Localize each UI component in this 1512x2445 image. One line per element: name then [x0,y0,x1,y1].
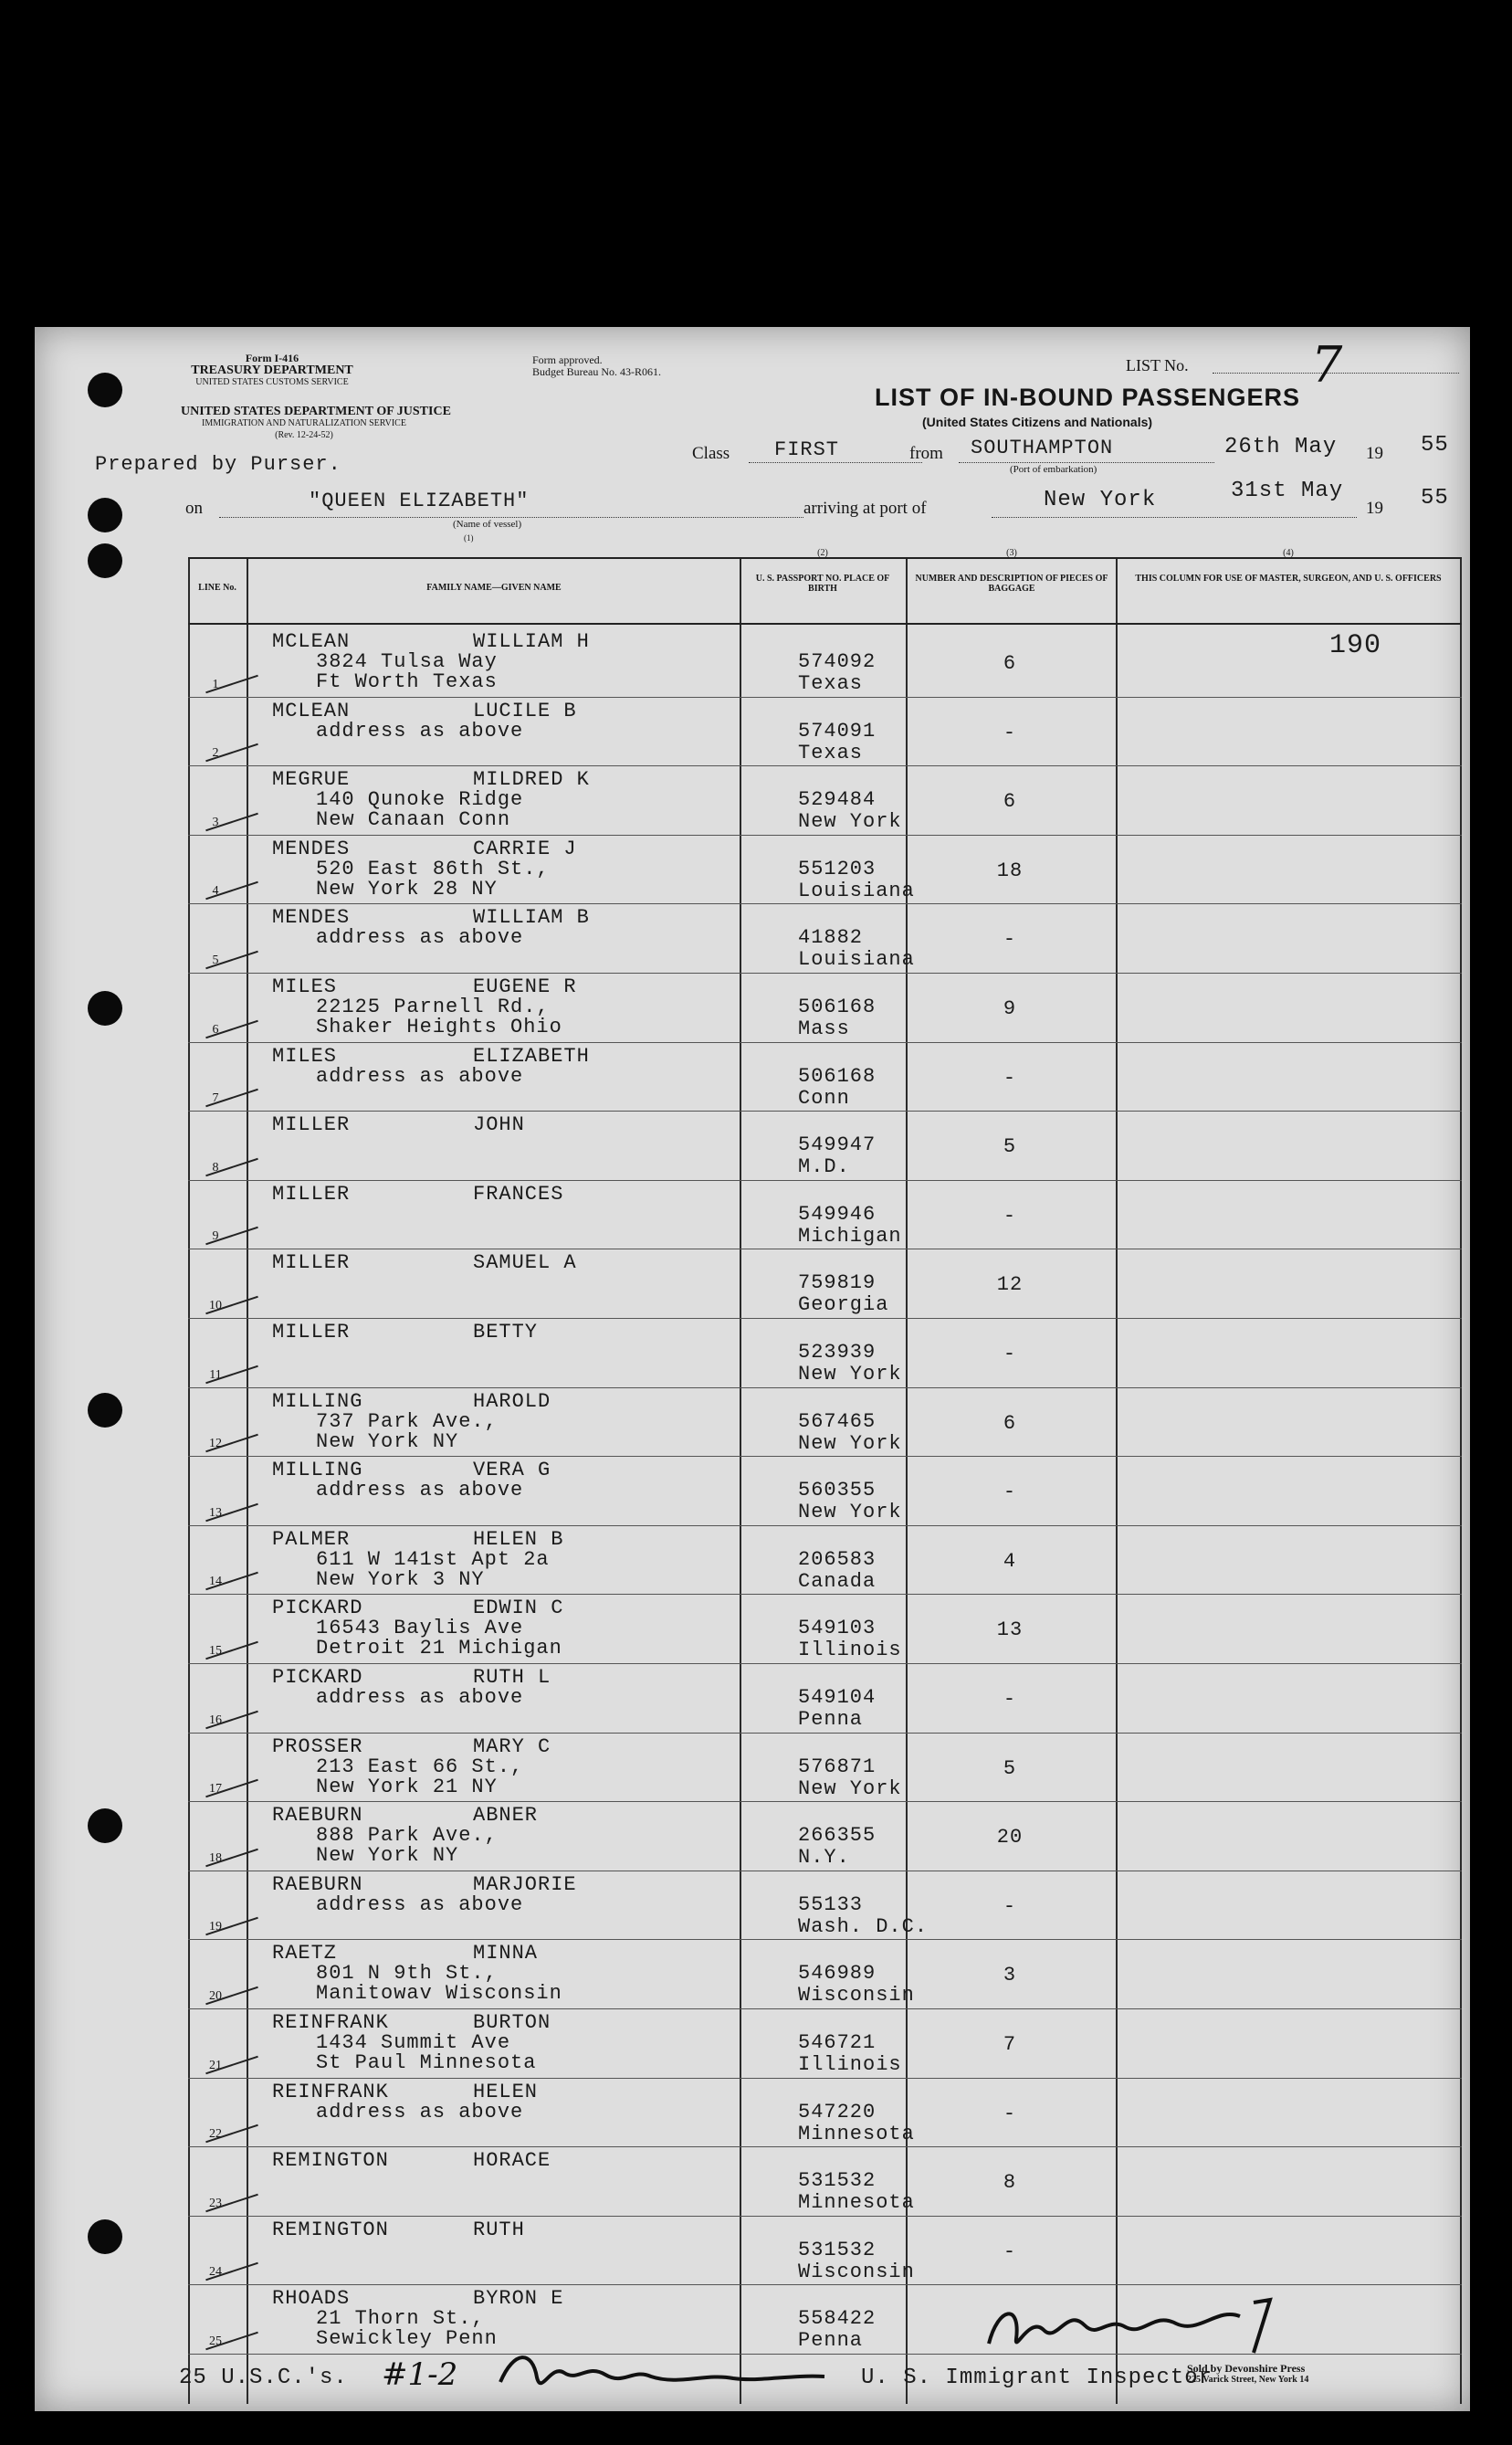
passport-number: 531532 [798,2238,877,2261]
officer-note: 190 [1329,630,1382,661]
place-of-birth: New York [798,810,902,834]
address-line-2: New York 28 NY [316,877,498,901]
customs-service: UNITED STATES CUSTOMS SERVICE [195,377,349,387]
given-name: BETTY [473,1321,539,1344]
year2-prefix: 19 [1366,499,1383,518]
place-of-birth: Minnesota [798,2122,915,2145]
address-line-1: 22125 Parnell Rd., [316,996,550,1018]
baggage-count: - [1003,1066,1017,1090]
family-name: MILLER [272,1113,351,1137]
usc-handwritten: #1-2 [382,2356,458,2393]
place-of-birth: Canada [798,1569,877,1593]
family-name: MENDES [272,837,351,860]
passenger-row [188,1249,1462,1319]
given-name: FRANCES [473,1182,564,1206]
family-name: MILES [272,975,338,998]
given-name: LUCILE B [473,699,577,722]
vessel-caption: (Name of vessel) [453,519,522,530]
address-line-1: 140 Qunoke Ridge [316,788,524,812]
family-name: REINFRANK [272,2011,389,2034]
given-name: MILDRED K [473,768,590,792]
place-of-birth: Penna [798,2329,864,2353]
baggage-count: - [1003,1481,1017,1504]
vessel-on-label: on [185,499,203,518]
passport-number: 506168 [798,1064,877,1088]
given-name: HELEN B [473,1527,564,1551]
line-number: 4 [212,884,219,899]
given-name: EUGENE R [473,975,577,998]
given-name: MARJORIE [473,1872,577,1896]
family-name: REMINGTON [272,2149,389,2173]
address-line-1: 888 Park Ave., [316,1824,498,1848]
given-name: HAROLD [473,1389,551,1413]
from-line [959,462,1214,463]
passenger-row [188,836,1462,905]
place-of-birth: Minnesota [798,2191,915,2215]
baggage-count: - [1003,1343,1017,1365]
baggage-count: 12 [996,1273,1024,1297]
address-line-1: 213 East 66 St., [316,1755,524,1778]
passenger-row [188,1664,1462,1734]
baggage-count: 18 [996,859,1024,882]
passport-number: 549947 [798,1133,877,1157]
family-name: MENDES [272,906,351,930]
binder-hole [88,991,122,1026]
passenger-row [188,698,1462,767]
passport-number: 574092 [798,650,877,673]
family-name: MILES [272,1044,338,1068]
address-line-1: address as above [316,2100,524,2124]
baggage-count: 8 [1003,2171,1017,2195]
place-of-birth: Illinois [798,2053,902,2076]
class-line [749,462,922,463]
family-name: PICKARD [272,1666,363,1689]
baggage-count: 9 [1003,997,1017,1020]
departure-date: 26th May [1224,435,1338,459]
passport-number: 558422 [798,2307,877,2331]
baggage-count: - [1003,2239,1017,2263]
given-name: BURTON [473,2011,551,2034]
family-name: REINFRANK [272,2080,389,2103]
family-name: RAEBURN [272,1872,363,1896]
approval-block [532,354,661,378]
line-number: 25 [209,2334,222,2348]
passenger-row [188,1595,1462,1664]
list-title: LIST OF IN-BOUND PASSENGERS [875,384,1301,411]
col-passport-header: U. S. PASSPORT NO. PLACE OF BIRTH [755,574,890,594]
vessel-name: "QUEEN ELIZABETH" [309,490,530,512]
passenger-list-sheet [35,327,1470,2411]
address-line-2: New Canaan Conn [316,808,511,832]
passport-number: 206583 [798,1547,877,1571]
line-number: 12 [209,1437,222,1451]
address-line-1: 611 W 141st Apt 2a [316,1547,550,1571]
line-number: 17 [209,1782,222,1797]
form-approved: Form approved. [532,353,603,366]
col-name-header: FAMILY NAME—GIVEN NAME [426,583,562,593]
given-name: MARY C [473,1734,551,1758]
baggage-count: 5 [1003,1756,1017,1780]
passport-number: 576871 [798,1755,877,1778]
family-name: RHOADS [272,2287,351,2311]
line-number: 20 [209,1988,222,2003]
place-of-birth: New York [798,1363,902,1386]
prepared-by: Prepared by Purser. [95,453,341,476]
family-name: MILLER [272,1182,351,1206]
line-number: 3 [212,815,219,829]
line-number: 23 [209,2196,222,2210]
from-label: from [909,444,943,463]
passport-number: 41882 [798,926,864,950]
line-number: 2 [212,746,219,761]
passport-number: 529484 [798,788,877,812]
address-line-1: 21 Thorn St., [316,2307,485,2331]
line-number: 7 [212,1091,219,1106]
passenger-table [188,548,1462,2404]
passport-number: 55133 [798,1892,864,1916]
col-baggage-header: NUMBER AND DESCRIPTION OF PIECES OF BAGGAGE [915,574,1108,594]
family-name: MILLER [272,1251,351,1275]
binder-hole [88,2219,122,2254]
binder-hole [88,498,122,532]
family-name: MILLING [272,1459,363,1482]
line-number: 22 [209,2127,222,2142]
baggage-count: 7 [1003,2033,1017,2056]
address-line-1: 16543 Baylis Ave [316,1617,524,1640]
address-line-2: St Paul Minnesota [316,2051,537,2074]
passport-number: 546721 [798,2031,877,2054]
passenger-row [188,1940,1462,2009]
address-line-1: address as above [316,719,524,743]
port-line [992,517,1357,518]
address-line-1: address as above [316,1892,524,1916]
baggage-count: 13 [996,1618,1024,1642]
place-of-birth: New York [798,1501,902,1524]
arriving-label: arriving at port of [803,499,927,518]
revision: (Rev. 12-24-52) [275,430,333,440]
address-line-1: 801 N 9th St., [316,1962,498,1986]
baggage-count: - [1003,928,1017,952]
address-line-2: New York 3 NY [316,1567,485,1591]
inspector-signature [980,2289,1281,2362]
place-of-birth: Louisiana [798,948,915,972]
baggage-count: 6 [1003,652,1017,675]
from-value: SOUTHAMPTON [971,437,1114,459]
address-line-2: New York NY [316,1844,459,1868]
binder-hole [88,373,122,407]
passenger-row [188,766,1462,836]
family-name: PALMER [272,1527,351,1551]
passenger-row [188,2009,1462,2079]
address-line-1: address as above [316,1064,524,1088]
address-line-1: address as above [316,1686,524,1709]
passenger-row [188,1457,1462,1526]
given-name: CARRIE J [473,837,577,860]
given-name: ABNER [473,1804,539,1828]
passport-number: 574091 [798,719,877,743]
treasury-department: TREASURY DEPARTMENT [191,364,353,377]
handwritten-signature-left [496,2345,843,2400]
passport-number: 531532 [798,2169,877,2193]
binder-hole [88,1808,122,1843]
year-prefix: 19 [1366,444,1383,463]
line-number: 16 [209,1713,222,1727]
line-number: 1 [212,677,219,691]
line-number: 9 [212,1229,219,1244]
passport-number: 549104 [798,1686,877,1709]
address-line-1: 520 East 86th St., [316,857,550,880]
address-line-2: Detroit 21 Michigan [316,1637,562,1660]
arrival-date: 31st May [1231,479,1344,503]
col3-number: (3) [1006,548,1017,558]
passport-number: 506168 [798,996,877,1018]
header-divider [188,623,1462,625]
year-value: 55 [1421,433,1449,458]
place-of-birth: M.D. [798,1155,850,1179]
line-number: 15 [209,1643,222,1658]
ins-service: IMMIGRATION AND NATURALIZATION SERVICE [202,418,406,428]
passport-number: 567465 [798,1409,877,1433]
passenger-row [188,2079,1462,2148]
address-line-1: 1434 Summit Ave [316,2031,511,2054]
line-number: 6 [212,1022,219,1037]
passenger-row [188,1043,1462,1112]
usc-reference: 25 U.S.C.'s. [179,2366,348,2390]
line-number: 21 [209,2058,222,2072]
passport-number: 549103 [798,1617,877,1640]
family-name: PROSSER [272,1734,363,1758]
given-name: MINNA [473,1942,539,1965]
baggage-count: - [1003,1204,1017,1228]
line-number: 8 [212,1160,219,1175]
list-subtitle: (United States Citizens and Nationals) [922,415,1153,429]
baggage-count: 4 [1003,1549,1017,1573]
address-line-1: 737 Park Ave., [316,1409,498,1433]
place-of-birth: Conn [798,1086,850,1110]
class-label: Class [692,444,730,463]
printer-address: 225 Varick Street, New York 14 [1187,2375,1309,2385]
address-line-2: Ft Worth Texas [316,670,498,693]
passport-number: 547220 [798,2100,877,2124]
from-caption: (Port of embarkation) [1010,464,1097,475]
line-number: 11 [209,1367,222,1382]
vessel-column-number: (1) [464,533,474,543]
baggage-count: 20 [996,1826,1024,1850]
place-of-birth: Penna [798,1708,864,1731]
place-of-birth: Wisconsin [798,2260,915,2283]
given-name: WILLIAM H [473,630,590,653]
given-name: WILLIAM B [473,906,590,930]
address-line-2: Manitowav Wisconsin [316,1982,562,2006]
class-value: FIRST [774,438,840,461]
baggage-count: 6 [1003,790,1017,814]
place-of-birth: Illinois [798,1639,902,1662]
form-number: Form I-416 [245,352,299,364]
line-number: 13 [209,1505,222,1520]
col-line-header: LINE No. [198,583,236,593]
given-name: EDWIN C [473,1597,564,1620]
arrival-port: New York [1044,488,1157,512]
address-line-2: Shaker Heights Ohio [316,1016,562,1038]
address-line-1: address as above [316,926,524,950]
address-line-2: New York 21 NY [316,1775,498,1798]
baggage-count: - [1003,721,1017,744]
passenger-row [188,1871,1462,1941]
passenger-row [188,1181,1462,1250]
family-name: MCLEAN [272,699,351,722]
line-number: 19 [209,1920,222,1934]
address-line-1: 3824 Tulsa Way [316,650,498,673]
given-name: HORACE [473,2149,551,2173]
printer-name: Sold by Devonshire Press [1187,2362,1306,2375]
passenger-row [188,1112,1462,1181]
passenger-row [188,974,1462,1043]
place-of-birth: New York [798,1431,902,1455]
given-name: VERA G [473,1459,551,1482]
passport-number: 551203 [798,857,877,880]
place-of-birth: Michigan [798,1224,902,1248]
baggage-count: 3 [1003,1964,1017,1987]
line-number: 5 [212,953,219,967]
col2-number: (2) [817,548,828,558]
family-name: MEGRUE [272,768,351,792]
family-name: REMINGTON [272,2218,389,2241]
place-of-birth: Louisiana [798,879,915,902]
binder-hole [88,1393,122,1428]
place-of-birth: Georgia [798,1293,889,1317]
address-line-1: address as above [316,1479,524,1502]
passport-number: 266355 [798,1824,877,1848]
passenger-row [188,2147,1462,2217]
place-of-birth: Mass [798,1017,850,1040]
line-number: 14 [209,1575,222,1589]
family-name: MILLING [272,1389,363,1413]
baggage-count: - [1003,1894,1017,1918]
passenger-row [188,1388,1462,1458]
justice-block [181,405,451,441]
given-name: RUTH [473,2218,525,2241]
list-number-value: 7 [1311,336,1343,394]
given-name: HELEN [473,2080,539,2103]
place-of-birth: N.Y. [798,1846,850,1870]
vessel-line [219,517,803,518]
binder-hole [88,543,122,578]
col4-number: (4) [1283,548,1294,558]
given-name: RUTH L [473,1666,551,1689]
line-number: 18 [209,1850,222,1865]
passport-number: 560355 [798,1479,877,1502]
baggage-count: 6 [1003,1411,1017,1435]
passport-number: 759819 [798,1271,877,1295]
place-of-birth: Wash. D.C. [798,1914,929,1938]
list-number-label: LIST No. [1126,356,1189,374]
given-name: JOHN [473,1113,525,1137]
passenger-row [188,2217,1462,2286]
family-name: RAETZ [272,1942,338,1965]
year2-value: 55 [1421,486,1449,511]
family-name: MILLER [272,1321,351,1344]
baggage-count: - [1003,1688,1017,1711]
passenger-row [188,1734,1462,1803]
passenger-row [188,1802,1462,1871]
family-name: MCLEAN [272,630,351,653]
immigrant-inspector-label: U. S. Immigrant Inspector [861,2366,1213,2390]
col-officers-header: THIS COLUMN FOR USE OF MASTER, SURGEON, AND U. S. OFFICERS [1135,574,1442,584]
baggage-count: 5 [1003,1135,1017,1159]
given-name: SAMUEL A [473,1251,577,1275]
passenger-row [188,904,1462,974]
form-issuer-block [176,353,368,388]
given-name: BYRON E [473,2287,564,2311]
address-line-2: New York NY [316,1429,459,1453]
passport-number: 549946 [798,1202,877,1226]
line-number: 24 [209,2265,222,2280]
place-of-birth: Wisconsin [798,1984,915,2008]
place-of-birth: Texas [798,672,864,695]
baggage-count: - [1003,2102,1017,2125]
line-number: 10 [209,1298,222,1312]
passenger-row [188,628,1462,698]
family-name: RAEBURN [272,1804,363,1828]
passenger-row [188,1319,1462,1388]
place-of-birth: Texas [798,741,864,764]
justice-department: UNITED STATES DEPARTMENT OF JUSTICE [181,405,451,418]
budget-bureau: Budget Bureau No. 43-R061. [532,365,661,378]
passport-number: 546989 [798,1962,877,1986]
passport-number: 523939 [798,1341,877,1364]
address-line-2: Sewickley Penn [316,2327,498,2351]
place-of-birth: New York [798,1776,902,1800]
passenger-row [188,1526,1462,1596]
given-name: ELIZABETH [473,1044,590,1068]
family-name: PICKARD [272,1597,363,1620]
